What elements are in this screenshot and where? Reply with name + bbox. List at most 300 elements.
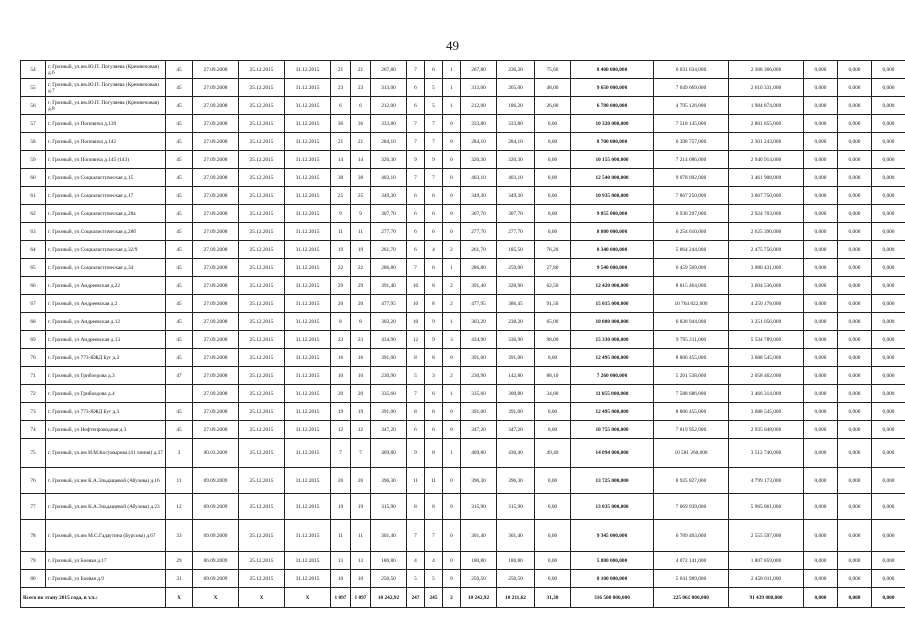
table-cell: 31.12.2015 — [285, 468, 331, 494]
total-cell: X — [193, 588, 239, 608]
table-cell: 25.12.2015 — [239, 403, 285, 421]
table-cell: 25.12.2015 — [239, 468, 285, 494]
table-cell: 6 — [407, 187, 425, 205]
table-cell: 430,40 — [497, 439, 535, 468]
table-cell: г. Грозный, ул Поповича д.145 (143) — [46, 151, 166, 169]
table-cell: 49,40 — [535, 439, 571, 468]
table-cell: 27.09.2008 — [193, 331, 239, 349]
table-cell: 4 799 173,000 — [729, 468, 804, 494]
table-cell: 45 — [166, 223, 193, 241]
table-cell: 27.09.2008 — [193, 115, 239, 133]
table-cell: 212,00 — [461, 97, 497, 115]
total-cell: 2 — [443, 588, 461, 608]
table-cell: 5 880 000,000 — [571, 552, 654, 570]
table-cell: 0,000 — [838, 115, 872, 133]
table-cell: 0,000 — [872, 313, 905, 331]
table-cell: 277,70 — [497, 223, 535, 241]
table-cell: 469,80 — [461, 439, 497, 468]
table-cell: 27.09.2008 — [193, 367, 239, 385]
table-cell: 20 — [351, 385, 371, 403]
table-cell: 0 — [443, 205, 461, 223]
table-cell: 0,000 — [872, 421, 905, 439]
table-cell: г. Грозный, ул Социалистическая д.34 — [46, 259, 166, 277]
table-cell: 349,30 — [461, 187, 497, 205]
table-cell: 5 864 244,000 — [654, 241, 729, 259]
table-cell: 25.12.2015 — [239, 520, 285, 552]
table-cell: 391,00 — [497, 403, 535, 421]
table-cell: 391,00 — [461, 349, 497, 367]
table-cell: 31.12.2015 — [285, 133, 331, 151]
table-cell: 7 — [425, 169, 443, 187]
table-cell: г. Грозный, ул Боевая д.9 — [46, 570, 166, 588]
table-cell: 9 — [425, 331, 443, 349]
table-cell: 19 — [351, 494, 371, 520]
table-cell: 11 — [351, 223, 371, 241]
table-cell: 6 — [407, 79, 425, 97]
table-cell: 320,30 — [371, 151, 407, 169]
table-cell: 0,00 — [535, 552, 571, 570]
table-cell: 0,000 — [872, 151, 905, 169]
table-cell: 0,000 — [838, 367, 872, 385]
table-cell: 09.09.2009 — [193, 520, 239, 552]
table-cell: 6 398 757,000 — [654, 133, 729, 151]
table-cell: 9 — [425, 151, 443, 169]
table-cell: 0,00 — [535, 421, 571, 439]
table-cell: 10 080 000,000 — [571, 313, 654, 331]
table-cell: 230,90 — [371, 367, 407, 385]
table-cell: 267,80 — [461, 61, 497, 79]
table-cell: 10 155 000,000 — [571, 151, 654, 169]
table-cell: 0,000 — [804, 259, 838, 277]
table-cell: 09.09.2009 — [193, 468, 239, 494]
table-row — [21, 331, 905, 349]
table-cell: 0,000 — [872, 133, 905, 151]
table-cell: 301,40 — [371, 520, 407, 552]
table-row — [21, 79, 905, 97]
table-cell: 9 — [425, 313, 443, 331]
table-cell: 0,000 — [872, 277, 905, 295]
table-cell: 0 — [443, 468, 461, 494]
table-cell: 31.12.2015 — [285, 520, 331, 552]
table-cell: 8 340 000,000 — [571, 241, 654, 259]
table-cell: 72 — [21, 385, 46, 403]
table-cell: 8 100 000,000 — [571, 570, 654, 588]
table-cell: 6 — [407, 241, 425, 259]
table-cell: 48,00 — [535, 79, 571, 97]
table-cell: 54 — [21, 61, 46, 79]
table-cell: 0,000 — [804, 385, 838, 403]
table-cell: 6 — [407, 205, 425, 223]
table-cell: 31.12.2015 — [285, 61, 331, 79]
table-cell: 64 — [21, 241, 46, 259]
table-cell: 27.09.2008 — [193, 403, 239, 421]
table-cell: 2 801 855,000 — [729, 115, 804, 133]
table-cell: 2 — [443, 295, 461, 313]
table-cell: 11 — [331, 520, 351, 552]
table-cell: 38 — [351, 169, 371, 187]
table-cell: г. Грозный, ул.им И.М.Косумырова (41 линия) д.37 — [46, 439, 166, 468]
table-cell: 59 — [21, 151, 46, 169]
table-cell: 10 581 260,000 — [654, 439, 729, 468]
table-cell: 0,000 — [838, 187, 872, 205]
table-cell: 4 250 178,000 — [729, 295, 804, 313]
table-cell: 0,000 — [872, 552, 905, 570]
table-cell: 0 — [443, 115, 461, 133]
table-cell: г. Грозный, ул.им.Ю.П. Погуляева (Кремнечовая) д.6 — [46, 61, 166, 79]
table-cell: 71 — [21, 367, 46, 385]
table-cell: 0 — [443, 187, 461, 205]
table-cell: 9 — [331, 205, 351, 223]
table-cell: 27.09.2008 — [193, 349, 239, 367]
table-cell: 0,000 — [804, 61, 838, 79]
table-cell: 22 — [351, 259, 371, 277]
table-cell: 3 461 908,000 — [729, 169, 804, 187]
table-cell: 6 930 297,000 — [654, 205, 729, 223]
table-cell: 0,000 — [838, 295, 872, 313]
table-cell: 25.12.2015 — [239, 151, 285, 169]
table-cell: 25.12.2015 — [239, 205, 285, 223]
table-cell: 5 — [425, 570, 443, 588]
table-row — [21, 494, 905, 520]
table-cell: 25.12.2015 — [239, 385, 285, 403]
table-cell: 15 015 000,000 — [571, 295, 654, 313]
table-cell: 0,000 — [838, 241, 872, 259]
table-cell: 65 — [21, 259, 46, 277]
table-cell: 2 368 366,000 — [729, 61, 804, 79]
table-cell: г. Грозный, ул Грибоедова д.4 — [46, 385, 166, 403]
table-cell: 7 069 939,000 — [654, 494, 729, 520]
table-cell: 0,000 — [838, 421, 872, 439]
table-cell: 391,00 — [497, 349, 535, 367]
table-cell: 1 — [443, 259, 461, 277]
table-cell: 396,30 — [371, 468, 407, 494]
table-cell: 0,000 — [804, 79, 838, 97]
table-cell: 10 — [351, 367, 371, 385]
table-cell: 6 — [425, 223, 443, 241]
total-cell: 247 — [407, 588, 425, 608]
table-cell: 307,70 — [461, 205, 497, 223]
table-cell: 0 — [443, 570, 461, 588]
table-cell: 1 807 859,000 — [729, 552, 804, 570]
table-cell: 6 459 569,000 — [654, 259, 729, 277]
table-cell: 27,80 — [535, 259, 571, 277]
table-cell: 6 — [407, 421, 425, 439]
table-cell: 98,00 — [535, 331, 571, 349]
table-cell: 31.12.2015 — [285, 205, 331, 223]
table-cell: 333,80 — [371, 115, 407, 133]
table-cell: 0,000 — [872, 520, 905, 552]
table-cell: 0,000 — [872, 295, 905, 313]
table-cell: 7 — [425, 115, 443, 133]
table-cell: 1 984 874,000 — [729, 97, 804, 115]
table-cell: 307,70 — [371, 205, 407, 223]
table-cell: 75 — [21, 439, 46, 468]
table-cell: 33 — [166, 520, 193, 552]
table-cell: 0,000 — [872, 79, 905, 97]
table-cell: 31.12.2015 — [285, 367, 331, 385]
table-cell: 13 — [331, 552, 351, 570]
table-cell: 2 940 914,000 — [729, 151, 804, 169]
table-cell: 0,00 — [535, 570, 571, 588]
table-cell: 7 — [407, 133, 425, 151]
table-cell: 6 — [407, 223, 425, 241]
table-cell: 8 — [331, 313, 351, 331]
table-cell — [166, 385, 193, 403]
table-cell: 2 475 756,000 — [729, 241, 804, 259]
table-cell: 2 — [443, 277, 461, 295]
table-cell: 27.09.2008 — [193, 277, 239, 295]
table-cell: 1 — [443, 61, 461, 79]
table-cell: 7 — [331, 439, 351, 468]
table-cell: 4 072 141,000 — [654, 552, 729, 570]
table-cell: 31 — [166, 570, 193, 588]
table-cell: 31.12.2015 — [285, 241, 331, 259]
table-cell: 31.12.2015 — [285, 151, 331, 169]
table-cell: 336,90 — [497, 331, 535, 349]
table-cell: 315,90 — [371, 494, 407, 520]
table-cell: 25.12.2015 — [239, 115, 285, 133]
table-cell: 31.12.2015 — [285, 421, 331, 439]
table-cell: 0,000 — [872, 259, 905, 277]
table-cell: 21 — [351, 61, 371, 79]
table-cell: 06.09.2009 — [193, 552, 239, 570]
table-cell: 45 — [166, 241, 193, 259]
table-cell: 347,20 — [371, 421, 407, 439]
table-cell: 6 828 944,000 — [654, 313, 729, 331]
table-cell: 2 610 331,000 — [729, 79, 804, 97]
table-cell: 57 — [21, 115, 46, 133]
total-label: Всего по этапу 2015 года, в т.ч.: — [21, 588, 166, 608]
table-body — [21, 61, 905, 608]
table-cell: 7 — [407, 61, 425, 79]
table-cell: 10 — [407, 295, 425, 313]
table-cell: 45 — [166, 421, 193, 439]
table-cell: 403,10 — [461, 169, 497, 187]
table-cell: 8 — [425, 494, 443, 520]
table-cell: 25.12.2015 — [239, 169, 285, 187]
table-cell: 180,80 — [461, 552, 497, 570]
table-cell: 58 — [21, 133, 46, 151]
table-cell: 62,50 — [535, 277, 571, 295]
table-cell: 477,95 — [461, 295, 497, 313]
table-cell: 31.12.2015 — [285, 295, 331, 313]
table-cell: 25.12.2015 — [239, 187, 285, 205]
table-cell: 73 — [21, 403, 46, 421]
housing-program-table — [20, 60, 905, 608]
table-cell: 21 — [331, 133, 351, 151]
table-cell: 9 650 000,000 — [571, 79, 654, 97]
table-cell: 403,10 — [497, 169, 535, 187]
table-cell: 0 — [443, 520, 461, 552]
table-cell: 75,60 — [535, 61, 571, 79]
table-cell: г. Грозный, ул Социалистическая д.28б — [46, 223, 166, 241]
table-cell: 7 — [407, 520, 425, 552]
table-cell: 0,000 — [872, 61, 905, 79]
table-cell: 31.12.2015 — [285, 385, 331, 403]
table-cell: 8 — [351, 313, 371, 331]
table-cell: 27.09.2008 — [193, 187, 239, 205]
table-cell: 11 — [166, 468, 193, 494]
table-cell: 7 588 686,000 — [654, 385, 729, 403]
table-cell: 5 641 989,000 — [654, 570, 729, 588]
table-cell: 25 — [351, 187, 371, 205]
table-row — [21, 115, 905, 133]
table-cell: 1 — [443, 313, 461, 331]
table-cell: 0,000 — [838, 97, 872, 115]
table-cell: 45 — [166, 313, 193, 331]
total-cell: 225 061 000,000 — [654, 588, 729, 608]
total-cell: 316 500 000,000 — [571, 588, 654, 608]
table-cell: 0,000 — [838, 223, 872, 241]
table-cell: 335,60 — [371, 385, 407, 403]
table-cell: 6 — [425, 205, 443, 223]
table-cell: 3 — [166, 439, 193, 468]
table-cell: 11 — [425, 468, 443, 494]
table-cell: 12 — [331, 421, 351, 439]
table-cell: 185,50 — [497, 241, 535, 259]
table-cell: 0,000 — [804, 403, 838, 421]
table-cell: 0,000 — [872, 205, 905, 223]
table-cell: г. Грозный, ул Социалистическая д.17 — [46, 187, 166, 205]
table-cell: 0,000 — [804, 151, 838, 169]
table-cell: 236,20 — [497, 61, 535, 79]
table-cell: 7 — [407, 169, 425, 187]
table-cell: 0,000 — [872, 403, 905, 421]
table-cell: 25.12.2015 — [239, 367, 285, 385]
total-cell: 10 242,92 — [371, 588, 407, 608]
table-cell: 7 214 086,000 — [654, 151, 729, 169]
table-row — [21, 97, 905, 115]
table-cell: 0,000 — [804, 133, 838, 151]
table-cell: 0,00 — [535, 223, 571, 241]
table-cell: 335,60 — [461, 385, 497, 403]
table-cell: 25 — [331, 187, 351, 205]
table-cell: 25.12.2015 — [239, 259, 285, 277]
table-cell: 11 — [331, 223, 351, 241]
table-cell: 9 078 092,000 — [654, 169, 729, 187]
total-cell: 31,30 — [535, 588, 571, 608]
table-cell: 45 — [166, 331, 193, 349]
table-cell: г. Грозный, ул Социалистическая д.28а — [46, 205, 166, 223]
table-cell: 396,30 — [461, 468, 497, 494]
table-cell: 0,000 — [838, 520, 872, 552]
table-cell: г. Грозный, ул Социалистическая д.15 — [46, 169, 166, 187]
table-cell: 0,000 — [838, 169, 872, 187]
table-cell: 0,000 — [838, 403, 872, 421]
table-row — [21, 367, 905, 385]
table-cell: 5 201 538,000 — [654, 367, 729, 385]
table-cell: 6 — [425, 385, 443, 403]
table-cell: 0,000 — [872, 439, 905, 468]
table-cell: 65,00 — [535, 313, 571, 331]
table-cell: г. Грозный, ул Поповича д.142 — [46, 133, 166, 151]
table-row — [21, 133, 905, 151]
table-cell: 286,80 — [461, 259, 497, 277]
table-cell: 12 495 000,000 — [571, 349, 654, 367]
table-cell: 00.03.2009 — [193, 439, 239, 468]
table-row — [21, 421, 905, 439]
table-cell: 328,90 — [497, 277, 535, 295]
table-cell: 11 055 000,000 — [571, 385, 654, 403]
table-cell: 2 555 597,000 — [729, 520, 804, 552]
table-cell: 265,00 — [497, 79, 535, 97]
table-cell: 284,10 — [461, 133, 497, 151]
table-cell: 0,000 — [872, 349, 905, 367]
table-cell: 0,000 — [872, 115, 905, 133]
table-cell: 61 — [21, 187, 46, 205]
table-cell: 0,000 — [872, 494, 905, 520]
table-cell: 10 320 000,000 — [571, 115, 654, 133]
table-cell: 4 795 126,000 — [654, 97, 729, 115]
table-cell: 25.12.2015 — [239, 241, 285, 259]
table-cell: 320,30 — [461, 151, 497, 169]
table-cell: 20 — [331, 295, 351, 313]
table-cell: 7 049 669,000 — [654, 79, 729, 97]
table-cell: 3 512 740,000 — [729, 439, 804, 468]
table-cell: 0,000 — [804, 223, 838, 241]
table-cell: 27.09.2008 — [193, 313, 239, 331]
table-cell: 0 — [443, 421, 461, 439]
table-cell: 5 534 789,000 — [729, 331, 804, 349]
table-cell: 469,80 — [371, 439, 407, 468]
table-cell: 19 — [331, 494, 351, 520]
total-cell: 91 439 000,000 — [729, 588, 804, 608]
table-cell: г. Грозный, ул Социалистическая д.32/9 — [46, 241, 166, 259]
table-cell: 0,000 — [804, 421, 838, 439]
table-cell: 250,50 — [497, 570, 535, 588]
table-cell: 0,00 — [535, 349, 571, 367]
table-cell: 7 867 250,000 — [654, 187, 729, 205]
table-cell: 0,000 — [804, 570, 838, 588]
table-cell: 45 — [166, 349, 193, 367]
table-cell: 22 — [331, 259, 351, 277]
table-cell: 315,90 — [461, 494, 497, 520]
table-cell: 66 — [21, 277, 46, 295]
table-cell: г. Грозный, ул.им.Ю.П. Погуляева (Кремнечовая) д.7 — [46, 79, 166, 97]
total-cell: 1 097 — [351, 588, 371, 608]
table-cell: 2 458 011,000 — [729, 570, 804, 588]
table-cell: 7 — [407, 115, 425, 133]
table-row — [21, 151, 905, 169]
table-cell: 27.09.2008 — [193, 205, 239, 223]
table-row — [21, 187, 905, 205]
table-cell: 8 815 464,000 — [654, 277, 729, 295]
table-cell: г. Грозный, ул Андреевская д.13 — [46, 331, 166, 349]
table-cell: 26 — [351, 468, 371, 494]
table-cell: 10 — [331, 570, 351, 588]
table-cell: 31.12.2015 — [285, 259, 331, 277]
table-cell: 31.12.2015 — [285, 79, 331, 97]
table-cell: 9 345 000,000 — [571, 520, 654, 552]
table-row — [21, 552, 905, 570]
table-cell: 16 — [331, 349, 351, 367]
table-cell: 8 — [425, 439, 443, 468]
table-cell: 15 330 000,000 — [571, 331, 654, 349]
table-cell: 14 — [351, 151, 371, 169]
table-cell: 0 — [443, 403, 461, 421]
table-cell: 12 540 000,000 — [571, 169, 654, 187]
table-cell: 74 — [21, 421, 46, 439]
table-cell: 277,70 — [371, 223, 407, 241]
table-row — [21, 385, 905, 403]
table-cell: 286,80 — [371, 259, 407, 277]
table-cell: 29 — [331, 277, 351, 295]
table-cell: 349,30 — [497, 187, 535, 205]
table-cell: 391,40 — [371, 277, 407, 295]
table-cell: 8 — [407, 403, 425, 421]
table-cell: 11 — [351, 520, 371, 552]
table-cell: 0,000 — [804, 468, 838, 494]
